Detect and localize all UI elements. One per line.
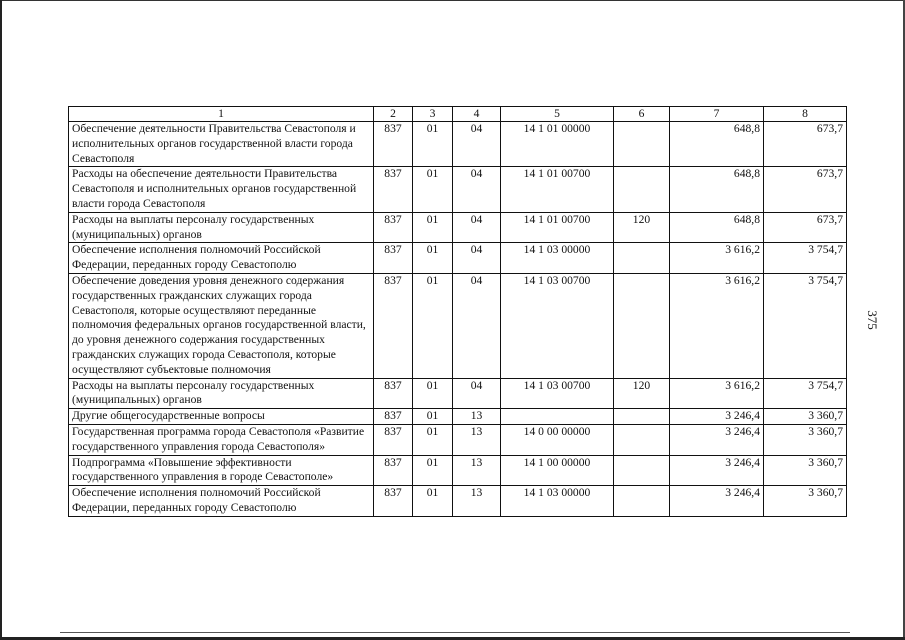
section-code-cell: 01: [413, 122, 453, 167]
table-row: [69, 486, 847, 517]
column-header-8: 8: [764, 107, 847, 122]
amount-col8-cell: 3 754,7: [764, 243, 847, 274]
amount-col7-cell: 3 616,2: [670, 378, 764, 409]
amount-col8-cell: 673,7: [764, 167, 847, 212]
expense-type-cell: [614, 243, 670, 274]
subsection-code-cell: 04: [453, 212, 501, 243]
scan-border-top: [0, 0, 905, 1]
table-row: [69, 167, 847, 212]
ministry-code-cell: 837: [374, 122, 413, 167]
target-article-cell: 14 1 03 00000: [501, 243, 614, 274]
table-row: [69, 122, 847, 167]
row-name-cell: Расходы на выплаты персоналу государственных (муниципальных) органов: [69, 378, 374, 409]
expense-type-cell: [614, 122, 670, 167]
subsection-code-cell: 13: [453, 455, 501, 486]
section-code-cell: 01: [413, 409, 453, 425]
page-number: 375: [864, 310, 880, 330]
section-code-cell: 01: [413, 243, 453, 274]
table-row: [69, 273, 847, 378]
ministry-code-cell: 837: [374, 212, 413, 243]
ministry-code-cell: 837: [374, 409, 413, 425]
subsection-code-cell: 04: [453, 273, 501, 378]
amount-col8-cell: 3 754,7: [764, 378, 847, 409]
expense-type-cell: [614, 455, 670, 486]
amount-col7-cell: 648,8: [670, 122, 764, 167]
amount-col8-cell: 673,7: [764, 212, 847, 243]
amount-col8-cell: 3 360,7: [764, 455, 847, 486]
row-name-cell: Обеспечение исполнения полномочий Российской Федерации, переданных городу Севастополю: [69, 486, 374, 517]
expense-type-cell: [614, 273, 670, 378]
amount-col7-cell: 3 616,2: [670, 243, 764, 274]
row-name-cell: Расходы на выплаты персоналу государственных (муниципальных) органов: [69, 212, 374, 243]
table-row: [69, 378, 847, 409]
column-header-1: 1: [69, 107, 374, 122]
row-name-cell: Обеспечение исполнения полномочий Российской Федерации, переданных городу Севастополю: [69, 243, 374, 274]
table-row: [69, 409, 847, 425]
amount-col8-cell: 673,7: [764, 122, 847, 167]
section-code-cell: 01: [413, 212, 453, 243]
amount-col7-cell: 3 616,2: [670, 273, 764, 378]
amount-col7-cell: 648,8: [670, 212, 764, 243]
row-name-cell: Подпрограмма «Повышение эффективности государственного управления в городе Севастополе»: [69, 455, 374, 486]
expense-type-cell: 120: [614, 212, 670, 243]
target-article-cell: 14 1 03 00700: [501, 378, 614, 409]
scan-border-left: [0, 0, 2, 640]
subsection-code-cell: 04: [453, 167, 501, 212]
target-article-cell: 14 1 01 00700: [501, 167, 614, 212]
column-header-3: 3: [413, 107, 453, 122]
column-header-5: 5: [501, 107, 614, 122]
target-article-cell: 14 1 03 00000: [501, 486, 614, 517]
target-article-cell: 14 0 00 00000: [501, 424, 614, 455]
row-name-cell: Обеспечение доведения уровня денежного содержания государственных гражданских служащих города Севастополя, которые осуществляют переданные полномочия федеральных органов государственной власти, до уровня денежного содержания государственных гражданских служащих города Севастополя, которые осуществляют субъектовые полномочия: [69, 273, 374, 378]
amount-col7-cell: 3 246,4: [670, 409, 764, 425]
budget-table: [68, 106, 847, 517]
target-article-cell: 14 1 03 00700: [501, 273, 614, 378]
expense-type-cell: [614, 424, 670, 455]
expense-type-cell: 120: [614, 378, 670, 409]
table-row: [69, 455, 847, 486]
subsection-code-cell: 04: [453, 122, 501, 167]
ministry-code-cell: 837: [374, 486, 413, 517]
amount-col7-cell: 3 246,4: [670, 455, 764, 486]
target-article-cell: [501, 409, 614, 425]
amount-col8-cell: 3 360,7: [764, 424, 847, 455]
section-code-cell: 01: [413, 273, 453, 378]
subsection-code-cell: 04: [453, 378, 501, 409]
expense-type-cell: [614, 486, 670, 517]
row-name-cell: Обеспечение деятельности Правительства Севастополя и исполнительных органов государственной власти города Севастополя: [69, 122, 374, 167]
section-code-cell: 01: [413, 378, 453, 409]
row-name-cell: Другие общегосударственные вопросы: [69, 409, 374, 425]
expense-type-cell: [614, 167, 670, 212]
column-header-2: 2: [374, 107, 413, 122]
section-code-cell: 01: [413, 424, 453, 455]
ministry-code-cell: 837: [374, 273, 413, 378]
target-article-cell: 14 1 00 00000: [501, 455, 614, 486]
row-name-cell: Расходы на обеспечение деятельности Правительства Севастополя и исполнительных органов государственной власти города Севастополя: [69, 167, 374, 212]
amount-col8-cell: 3 360,7: [764, 409, 847, 425]
row-name-cell: Государственная программа города Севастополя «Развитие государственного управления города Севастополя»: [69, 424, 374, 455]
amount-col7-cell: 648,8: [670, 167, 764, 212]
ministry-code-cell: 837: [374, 167, 413, 212]
subsection-code-cell: 13: [453, 486, 501, 517]
subsection-code-cell: 13: [453, 424, 501, 455]
table-row: [69, 424, 847, 455]
amount-col8-cell: 3 360,7: [764, 486, 847, 517]
table-row: [69, 243, 847, 274]
subsection-code-cell: 13: [453, 409, 501, 425]
bottom-rule: [60, 632, 850, 633]
subsection-code-cell: 04: [453, 243, 501, 274]
amount-col7-cell: 3 246,4: [670, 486, 764, 517]
section-code-cell: 01: [413, 486, 453, 517]
amount-col7-cell: 3 246,4: [670, 424, 764, 455]
header-row: [69, 107, 847, 122]
target-article-cell: 14 1 01 00700: [501, 212, 614, 243]
column-header-6: 6: [614, 107, 670, 122]
section-code-cell: 01: [413, 167, 453, 212]
table-row: [69, 212, 847, 243]
target-article-cell: 14 1 01 00000: [501, 122, 614, 167]
column-header-4: 4: [453, 107, 501, 122]
column-header-7: 7: [670, 107, 764, 122]
ministry-code-cell: 837: [374, 378, 413, 409]
amount-col8-cell: 3 754,7: [764, 273, 847, 378]
ministry-code-cell: 837: [374, 424, 413, 455]
section-code-cell: 01: [413, 455, 453, 486]
ministry-code-cell: 837: [374, 455, 413, 486]
ministry-code-cell: 837: [374, 243, 413, 274]
expense-type-cell: [614, 409, 670, 425]
